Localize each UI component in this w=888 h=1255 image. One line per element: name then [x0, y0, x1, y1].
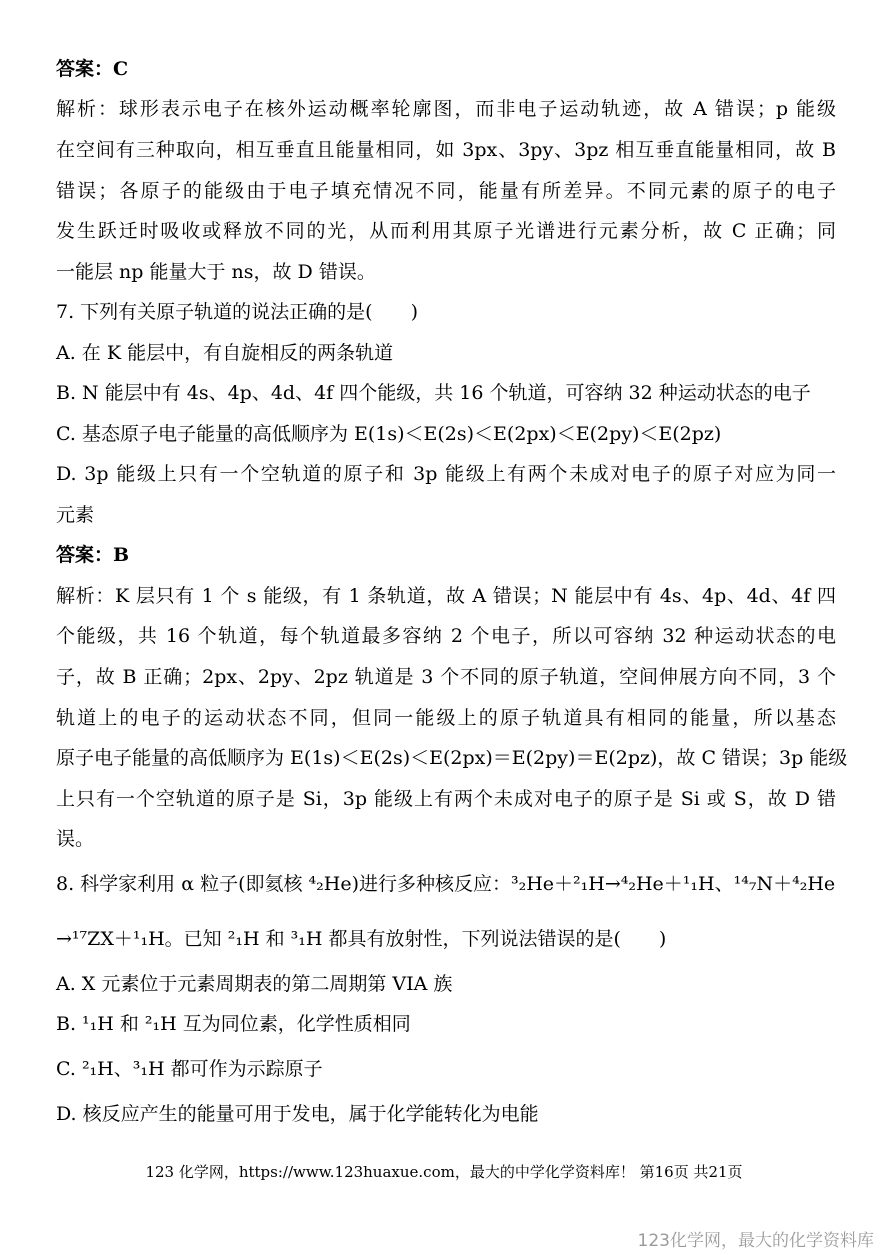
q7-stem: 7. 下列有关原子轨道的说法正确的是( ) [56, 301, 418, 323]
q7-analysis-line-2: 个能级，共 16 个轨道，每个轨道最多容纳 2 个电子，所以可容纳 32 种运动状态的电 [56, 625, 836, 647]
q7-option-c: C. 基态原子电子能量的高低顺序为 E(1s)＜E(2s)＜E(2px)＜E(2py)＜E(2pz) [56, 423, 722, 445]
q7-option-d-line-2: 元素 [56, 504, 95, 526]
q7-analysis-line-3: 子，故 B 正确；2px、2py、2pz 轨道是 3 个不同的原子轨道，空间伸展方向不同，3 个 [56, 666, 836, 688]
q8-option-b: B. ¹₁H 和 ²₁H 互为同位素，化学性质相同 [56, 1013, 411, 1035]
q6-answer: 答案：C [56, 58, 129, 80]
q7-analysis-line-1: 解析：K 层只有 1 个 s 能级，有 1 条轨道，故 A 错误；N 能层中有 4s、4p、4d、4f 四 [56, 585, 836, 607]
q8-stem-line-2: →¹⁷ZX＋¹₁H。已知 ²₁H 和 ³₁H 都具有放射性，下列说法错误的是( ) [56, 928, 667, 950]
q6-analysis-line-2: 在空间有三种取向，相互垂直且能量相同，如 3px、3py、3pz 相互垂直能量相同，故 B [56, 139, 836, 161]
q7-analysis-line-4: 轨道上的电子的运动状态不同，但同一能级上的原子轨道具有相同的能量，所以基态 [56, 707, 836, 729]
q8-stem-line-1: 8. 科学家利用 α 粒子(即氦核 ⁴₂He)进行多种核反应：³₂He＋²₁H→⁴₂He＋¹₁H、¹⁴₇N＋⁴₂He [56, 873, 836, 895]
q8-option-c: C. ²₁H、³₁H 都可作为示踪原子 [56, 1058, 323, 1080]
page-footer: 123 化学网，https://www.123huaxue.com，最大的中学化学资料库！ 第16页 共21页 [145, 1163, 743, 1181]
q6-analysis-line-4: 发生跃迁时吸收或释放不同的光，从而利用其原子光谱进行元素分析，故 C 正确；同 [56, 220, 836, 242]
q6-analysis-line-5: 一能层 np 能量大于 ns，故 D 错误。 [56, 261, 376, 283]
q7-analysis-line-7: 误。 [56, 828, 95, 850]
q7-option-d-line-1: D. 3p 能级上只有一个空轨道的原子和 3p 能级上有两个未成对电子的原子对应为同一 [56, 463, 836, 485]
q7-analysis-line-6: 上只有一个空轨道的原子是 Si，3p 能级上有两个未成对电子的原子是 Si 或 S，故 D 错 [56, 788, 836, 810]
site-watermark: 123化学网，最大的化学资料库 [637, 1231, 874, 1251]
q7-option-a: A. 在 K 能层中，有自旋相反的两条轨道 [56, 342, 394, 364]
q8-option-a: A. X 元素位于元素周期表的第二周期第 VIA 族 [56, 973, 453, 995]
q7-answer: 答案：B [56, 544, 130, 566]
q7-analysis-line-5: 原子电子能量的高低顺序为 E(1s)＜E(2s)＜E(2px)＝E(2py)＝E(2pz)，故 C 错误；3p 能级 [56, 747, 848, 769]
q6-analysis-line-1: 解析：球形表示电子在核外运动概率轮廓图，而非电子运动轨迹，故 A 错误；p 能级 [56, 98, 836, 120]
q6-analysis-line-3: 错误；各原子的能级由于电子填充情况不同，能量有所差异。不同元素的原子的电子 [56, 180, 836, 202]
q7-option-b: B. N 能层中有 4s、4p、4d、4f 四个能级，共 16 个轨道，可容纳 32 种运动状态的电子 [56, 382, 811, 404]
q8-option-d: D. 核反应产生的能量可用于发电，属于化学能转化为电能 [56, 1103, 539, 1125]
